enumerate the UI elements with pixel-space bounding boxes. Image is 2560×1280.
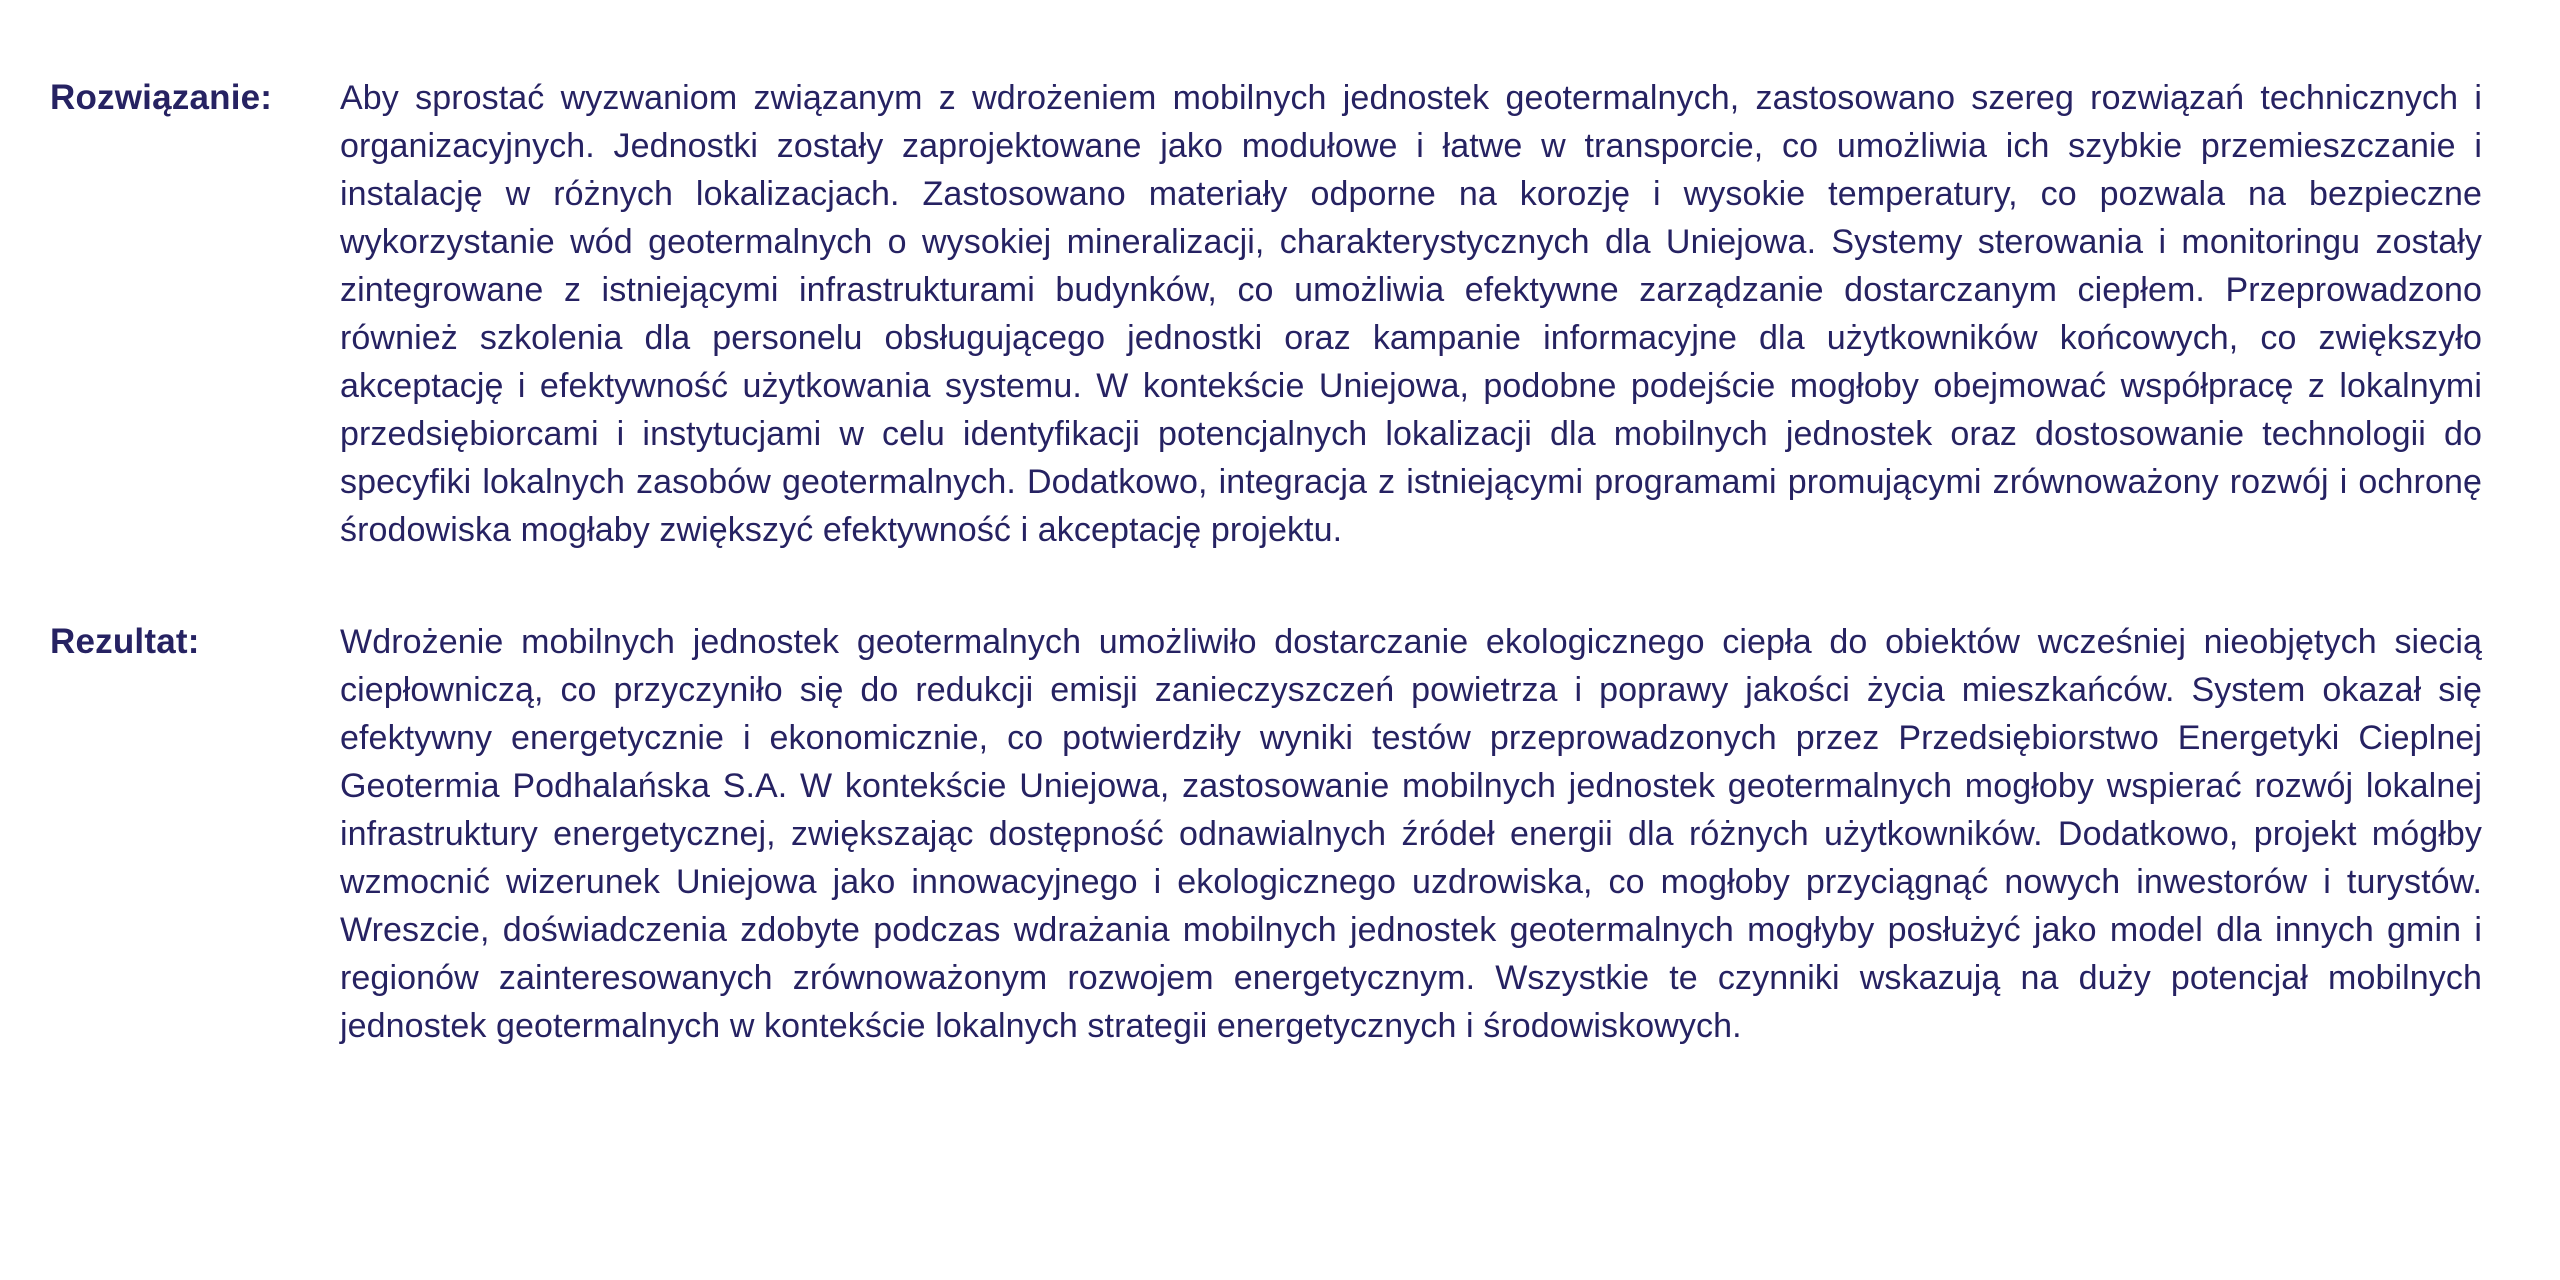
section-body-rezultat: Wdrożenie mobilnych jednostek geotermalnych umożliwiło dostarczanie ekologicznego ciepła do obiektów wcześniej nieobjętych siecią ciepłowniczą, co przyczyniło się do redukcji emisji zanieczyszczeń powietrza i poprawy jakości życia mieszkańców. System okazał się efektywny energetycznie i ekonomicznie, co potwierdziły wyniki testów przeprowadzonych przez Przedsiębiorstwo Energetyki Cieplnej Geotermia Podhalańska S.A. W kontekście Uniejowa, zastosowanie mobilnych jednostek geotermalnych mogłoby wspierać rozwój lokalnej infrastruktury energetycznej, zwiększając dostępność odnawialnych źródeł energii dla różnych użytkowników. Dodatkowo, projekt mógłby wzmocnić wizerunek Uniejowa jako innowacyjnego i ekologicznego uzdrowiska, co mogłoby przyciągnąć nowych inwestorów i turystów. Wreszcie, doświadczenia zdobyte podczas wdrażania mobilnych jednostek geotermalnych mogłyby posłużyć jako model dla innych gmin i regionów zainteresowanych zrównoważonym rozwojem energetycznym. Wszystkie te czynniki wskazują na duży potencjał mobilnych jednostek geotermalnych w kontekście lokalnych strategii energetycznych i środowiskowych.: [340, 623, 2482, 1045]
section-label-rozwiazanie: Rozwiązanie:: [50, 78, 273, 117]
section-body-rozwiazanie: Aby sprostać wyzwaniom związanym z wdrożeniem mobilnych jednostek geotermalnych, zastosowano szereg rozwiązań technicznych i organizacyjnych. Jednostki zostały zaprojektowane jako modułowe i łatwe w transporcie, co umożliwia ich szybkie przemieszczanie i instalację w różnych lokalizacjach. Zastosowano materiały odporne na korozję i wysokie temperatury, co pozwala na bezpieczne wykorzystanie wód geotermalnych o wysokiej mineralizacji, charakterystycznych dla Uniejowa. Systemy sterowania i monitoringu zostały zintegrowane z istniejącymi infrastrukturami budynków, co umożliwia efektywne zarządzanie dostarczanym ciepłem. Przeprowadzono również szkolenia dla personelu obsługującego jednostki oraz kampanie informacyjne dla użytkowników końcowych, co zwiększyło akceptację i efektywność użytkowania systemu. W kontekście Uniejowa, podobne podejście mogłoby obejmować współpracę z lokalnymi przedsiębiorcami i instytucjami w celu identyfikacji potencjalnych lokalizacji dla mobilnych jednostek oraz dostosowanie technologii do specyfiki lokalnych zasobów geotermalnych. Dodatkowo, integracja z istniejącymi programami promującymi zrównoważony rozwój i ochronę środowiska mogłaby zwiększyć efektywność i akceptację projektu.: [340, 79, 2482, 549]
section-rezultat: [50, 618, 2482, 1050]
section-rozwiazanie: [50, 74, 2482, 554]
section-label-rezultat: Rezultat:: [50, 622, 200, 661]
